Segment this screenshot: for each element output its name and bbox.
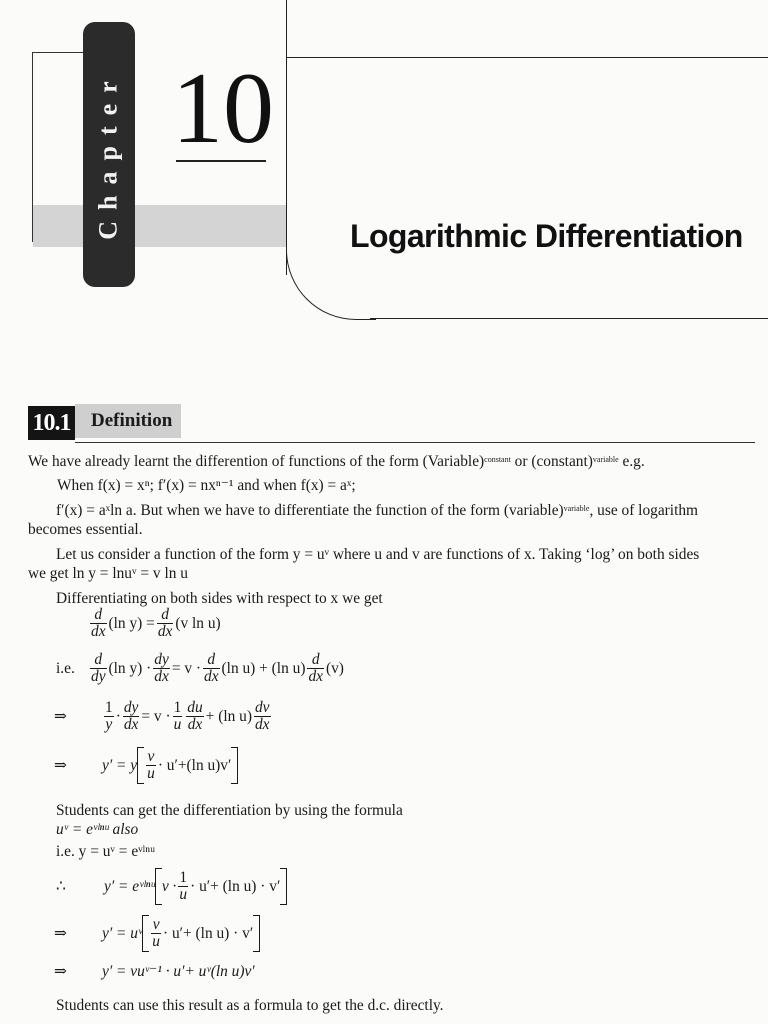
p3-sup-variable: variable [563, 504, 590, 513]
p1-sup-variable: variable [592, 455, 619, 464]
eq2-ie: i.e. [56, 659, 75, 677]
eq5-bracket: v · $\frac{1}{u}$ · u′+ (ln u) · v′ [155, 868, 287, 905]
header-curve [286, 250, 376, 320]
eq5-rest: · u′+ (ln u) · v′ [190, 877, 281, 895]
paragraph-6: Students can get the differentiation by using the formula [56, 802, 403, 819]
chapter-number: 10 [172, 52, 274, 165]
p3-text-b: , use of logarithm [589, 502, 699, 519]
equation-6 [54, 915, 260, 952]
eq6-rest: · u′+ (ln u) · v′ [162, 924, 254, 942]
chapter-number-underline [176, 160, 266, 162]
header-divider-line [286, 0, 287, 275]
paragraph-3-cont: becomes essential. [28, 521, 143, 538]
eq2-lny: (ln y) · [108, 659, 152, 677]
eq5-lhs: y′ = eᵛˡⁿᵘ [104, 877, 155, 895]
equation-2: i.e. $\frac{d}{dy}$ (ln y) · $\frac{dy}{dx}$ = v · $\frac{d}{dx}$ (ln u) + (ln u) $\frac{d}{dx}$ (v) [56, 651, 344, 685]
eq6-bracket: $\frac{v}{u}$ · u′+ (ln u) · v′ [142, 915, 260, 952]
implies-arrow: ⇒ [54, 708, 67, 725]
eq4-rest: · u′+(ln u)v′ [157, 756, 232, 774]
eq3-dot: · [115, 707, 121, 725]
eq1-lny: (ln y) = [108, 614, 155, 632]
paragraph-5: Differentiating on both sides with respect to x we get [56, 590, 383, 607]
paragraph-2: When f(x) = xⁿ; f′(x) = nxⁿ⁻¹ and when f(x) = aˣ; [57, 477, 356, 494]
eq5-v: v · [161, 877, 177, 895]
header-top-rule [286, 57, 768, 58]
equation-1 [88, 607, 221, 640]
eq7: y′ = vuᵛ⁻¹ · u′+ uᵛ(ln u)v′ [102, 963, 255, 980]
eq2-eq: = v · [171, 659, 202, 677]
paragraph-1 [28, 452, 645, 471]
header-bottom-rule [370, 318, 768, 319]
section-label: Definition [75, 404, 181, 438]
eq2-v: (v) [325, 659, 344, 677]
section-number: 10.1 [28, 406, 75, 440]
frac-d-dx-2: $\frac{d}{dx}$ [157, 606, 173, 640]
eq4-bracket: $\frac{v}{u}$ · u′+(ln u)v′ [137, 747, 238, 784]
paragraph-4: Let us consider a function of the form y = uᵛ where u and v are functions of x. Taking ‘log’ on both sides [56, 546, 700, 563]
implies-arrow: ⇒ [54, 925, 67, 942]
section-rule [75, 442, 755, 443]
therefore-symbol: ∴ [56, 878, 66, 895]
p1-text-c: e.g. [618, 453, 645, 470]
eq3-lnu: + (ln u) [205, 707, 252, 725]
eq6-lhs: y′ = uᵛ [102, 924, 143, 942]
chapter-tab [83, 22, 135, 287]
p1-text-a: We have already learnt the differention of functions of the form (Variable) [28, 453, 485, 470]
chapter-gray-band [33, 205, 286, 247]
p3-text-a: f′(x) = aˣln a. But when we have to differentiate the function of the form (variable) [56, 502, 564, 519]
paragraph-8: i.e. y = uᵛ = eᵛˡⁿᵘ [56, 843, 156, 860]
equation-7 [54, 962, 255, 981]
implies-arrow: ⇒ [54, 963, 67, 980]
equation-3: ⇒ $\frac{1}{y}$ · $\frac{dy}{dx}$ = v · $\frac{1}{u}$ $\frac{du}{dx}$ + (ln u) $\frac{dv}{dx}$ [54, 699, 270, 733]
paragraph-4-cont: we get ln y = lnuᵛ = v ln u [28, 565, 188, 582]
paragraph-3 [56, 501, 698, 520]
eq3-eq: = v · [141, 707, 171, 725]
p1-text-b: or (constant) [510, 453, 593, 470]
chapter-frame-top [32, 52, 84, 53]
eq2-lnu: (ln u) + (ln u) [221, 659, 306, 677]
eq1-vlnu: (v ln u) [175, 614, 221, 632]
equation-4 [54, 747, 238, 784]
p1-sup-constant: constant [484, 455, 511, 464]
paragraph-9: Students can use this result as a formula to get the d.c. directly. [56, 997, 444, 1014]
eq4-lhs: y′ = y [102, 756, 138, 774]
chapter-word: Chapter [94, 69, 123, 240]
paragraph-7: uᵛ = eᵛˡⁿᵘ also [56, 821, 139, 838]
frac-d-dx: $\frac{d}{dx}$ [91, 606, 106, 640]
chapter-title: Logarithmic Differentiation [350, 218, 743, 254]
equation-5 [56, 868, 287, 905]
implies-arrow: ⇒ [54, 757, 67, 774]
